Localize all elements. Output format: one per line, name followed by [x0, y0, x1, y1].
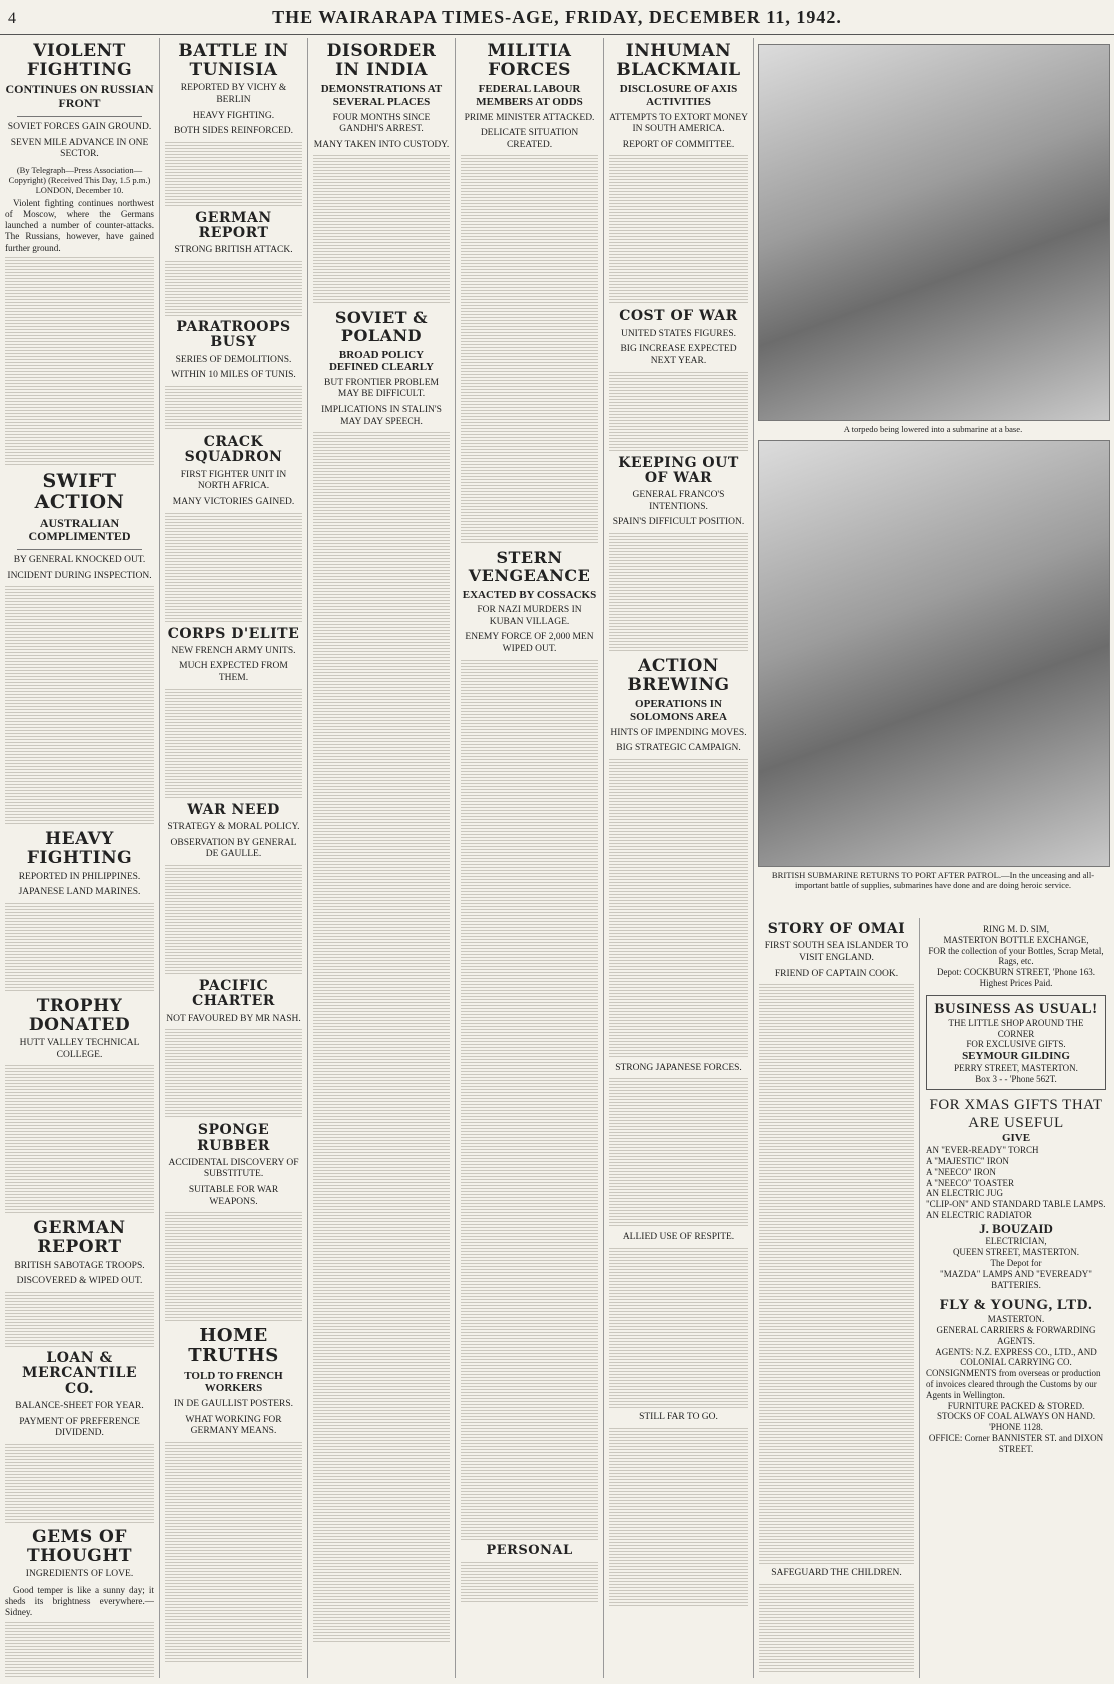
ad-text: 'PHONE 1128. [989, 1422, 1043, 1433]
ad-text: Box 3 - - 'Phone 562T. [975, 1074, 1057, 1085]
subhead: TOLD TO FRENCH WORKERS [184, 1369, 283, 1395]
subhead: PRIME MINISTER ATTACKED. [464, 112, 595, 123]
subhead: IMPLICATIONS IN STALIN'S MAY DAY SPEECH. [321, 405, 442, 427]
subhead: EXACTED BY COSSACKS [462, 588, 597, 601]
ad-text: MASTERTON. [987, 1314, 1045, 1325]
subhead: DEMONSTRATIONS AT SEVERAL PLACES [320, 83, 443, 109]
photo-torpedo [758, 44, 1110, 421]
subhead: REPORT OF COMMITTEE. [622, 139, 735, 150]
subhead: ALLIED USE OF RESPITE. [622, 1232, 735, 1243]
ad-text: PERRY STREET, MASTERTON. [954, 1063, 1078, 1074]
subhead: BOTH SIDES REINFORCED. [173, 126, 294, 137]
subhead: HINTS OF IMPENDING MOVES. [610, 727, 747, 738]
headline: MILITIA FORCES [487, 41, 572, 80]
column-2 [160, 38, 308, 1678]
subhead: BRITISH SABOTAGE TROOPS. [14, 1260, 145, 1271]
subhead: GENERAL FRANCO'S INTENTIONS. [632, 490, 725, 512]
headline: GERMAN REPORT [33, 1218, 126, 1258]
subhead: WHAT WORKING FOR GERMANY MEANS. [185, 1414, 282, 1437]
subhead: MUCH EXPECTED FROM THEM. [179, 661, 288, 684]
ad-item: A "NEECO" IRON [926, 1166, 996, 1177]
headline: CORPS D'ELITE [167, 625, 300, 642]
headline: GERMAN REPORT [195, 209, 272, 242]
subhead: DISCOVERED & WIPED OUT. [16, 1276, 143, 1287]
subhead: STRONG JAPANESE FORCES. [615, 1062, 742, 1073]
subhead: FIRST FIGHTER UNIT IN NORTH AFRICA. [180, 469, 287, 492]
headline: PERSONAL [486, 1542, 573, 1558]
headline: TROPHY DONATED [28, 995, 131, 1035]
subhead: REPORTED BY VICHY & BERLIN [180, 83, 287, 105]
ad-fly-young [926, 1296, 1106, 1454]
ad-bouzaid [926, 1096, 1106, 1290]
ads-column [922, 918, 1110, 1678]
ad-text: OFFICE: Corner BANNISTER ST. and DIXON STREET. [928, 1433, 1104, 1454]
ad-text: Depot: COCKBURN STREET, 'Phone 163. [937, 967, 1095, 978]
ad-text: FOR the collection of your Bottles, Scrap Metal, Rags, etc. [928, 945, 1104, 967]
story-column [754, 918, 920, 1678]
subhead: SAFEGUARD THE CHILDREN. [771, 1568, 902, 1579]
headline: GEMS OF THOUGHT [26, 1526, 133, 1566]
masthead [0, 0, 1114, 35]
subhead: JAPANESE LAND MARINES. [18, 887, 141, 898]
headline: WAR NEED [187, 801, 280, 818]
ad-text: THE LITTLE SHOP AROUND THE CORNER [948, 1017, 1084, 1039]
column-6 [754, 38, 1114, 1678]
divider [17, 549, 142, 550]
ad-text: The Depot for [990, 1257, 1042, 1268]
subhead: FOR NAZI MURDERS IN KUBAN VILLAGE. [477, 605, 582, 627]
column-4 [456, 38, 604, 1678]
headline: BATTLE IN TUNISIA [178, 41, 289, 80]
ad-text: GENERAL CARRIERS & FORWARDING AGENTS. [936, 1325, 1096, 1346]
subhead: OBSERVATION BY GENERAL DE GAULLE. [170, 837, 297, 860]
headline: PACIFIC CHARTER [192, 977, 275, 1010]
ad-text: CONSIGNMENTS from overseas or production of invoices cleared through the Customs by our Agents in Wellington. [926, 1368, 1101, 1400]
ad-item: AN ELECTRIC RADIATOR [926, 1209, 1032, 1220]
subhead: BIG INCREASE EXPECTED NEXT YEAR. [620, 344, 737, 366]
ad-item: AN ELECTRIC JUG [926, 1188, 1003, 1199]
ad-text: SEYMOUR GILDING [962, 1050, 1070, 1063]
ad-item: A "MAJESTIC" IRON [926, 1155, 1009, 1166]
subhead: SUITABLE FOR WAR WEAPONS. [188, 1185, 279, 1207]
subhead: MANY VICTORIES GAINED. [172, 496, 295, 507]
ad-text: AGENTS: N.Z. EXPRESS CO., LTD., AND COLONIAL CARRYING CO. [935, 1346, 1097, 1368]
subhead: SPAIN'S DIFFICULT POSITION. [612, 517, 745, 528]
subhead: ACCIDENTAL DISCOVERY OF SUBSTITUTE. [168, 1157, 299, 1180]
columns [0, 38, 1114, 1678]
subhead: PAYMENT OF PREFERENCE DIVIDEND. [19, 1416, 140, 1439]
subhead: FRIEND OF CAPTAIN COOK. [774, 968, 899, 979]
ad-text: "MAZDA" LAMPS AND "EVEREADY" BATTERIES. [940, 1268, 1092, 1290]
subhead: WITHIN 10 MILES OF TUNIS. [171, 370, 296, 381]
subhead: BROAD POLICY DEFINED CLEARLY [328, 348, 435, 374]
headline: LOAN & MERCANTILE CO. [21, 1350, 138, 1397]
ad-text: FOR EXCLUSIVE GIFTS. [966, 1039, 1066, 1050]
subhead: IN DE GAULLIST POSTERS. [173, 1399, 294, 1410]
ad-title: BUSINESS AS USUAL! [934, 1000, 1098, 1017]
column-5 [604, 38, 754, 1678]
headline: STERN VENGEANCE [468, 548, 591, 585]
subhead: NOT FAVOURED BY MR NASH. [166, 1013, 301, 1024]
headline: SWIFT ACTION [34, 469, 125, 513]
subhead: BIG STRATEGIC CAMPAIGN. [616, 743, 741, 754]
headline: DISORDER IN INDIA [326, 41, 437, 80]
headline: STORY OF OMAI [767, 921, 906, 937]
article-body: Good temper is like a sunny day; it sheds its brightness everywhere.—Sidney. [5, 1584, 154, 1618]
headline: VIOLENT FIGHTING [26, 41, 133, 80]
subhead: STILL FAR TO GO. [639, 1412, 718, 1422]
subhead: ENEMY FORCE OF 2,000 MEN WIPED OUT. [465, 632, 594, 654]
ad-text: GIVE [1001, 1131, 1031, 1144]
dateline: (By Telegraph—Press Association—Copyright) (Received This Day, 1.5 p.m.) LONDON, December 10. [8, 164, 151, 196]
ad-text: RING M. D. SIM, [982, 924, 1049, 934]
ad-text: MASTERTON BOTTLE EXCHANGE, [943, 934, 1089, 945]
ad-text: FURNITURE PACKED & STORED. [947, 1400, 1085, 1411]
ad-text: STOCKS OF COAL ALWAYS ON HAND. [936, 1411, 1096, 1422]
ad-text: QUEEN STREET, MASTERTON. [952, 1247, 1080, 1258]
headline: SPONGE RUBBER [197, 1122, 270, 1154]
ad-text: ELECTRICIAN, [985, 1236, 1047, 1247]
newspaper-title: THE WAIRARAPA TIMES-AGE, FRIDAY, DECEMBER 11, 1942. [272, 7, 842, 27]
headline: HOME TRUTHS [188, 1325, 279, 1366]
photo-submarine [758, 440, 1110, 867]
headline: HEAVY FIGHTING [26, 829, 133, 869]
subhead: AUSTRALIAN COMPLIMENTED [28, 515, 131, 544]
subhead: NEW FRENCH ARMY UNITS. [171, 645, 296, 656]
subhead: REPORTED IN PHILIPPINES. [18, 871, 141, 882]
divider [17, 116, 142, 117]
ad-title: FOR XMAS GIFTS THAT ARE USEFUL [929, 1096, 1103, 1131]
subhead: BY GENERAL KNOCKED OUT. [13, 555, 146, 566]
ad-item: AN "EVER-READY" TORCH [926, 1145, 1039, 1156]
subhead: DISCLOSURE OF AXIS ACTIVITIES [619, 83, 738, 109]
headline: SOVIET & POLAND [334, 308, 429, 345]
photo-caption: BRITISH SUBMARINE RETURNS TO PORT AFTER PATROL.—In the unceasing and all-important battle of supplies, submarines have done and are doing heroic service. [771, 870, 1095, 891]
ad-title: FLY & YOUNG, LTD. [939, 1297, 1093, 1314]
ad-bottle-exchange [926, 924, 1106, 989]
subhead: FIRST SOUTH SEA ISLANDER TO VISIT ENGLAND. [764, 941, 909, 963]
headline: ACTION BREWING [627, 656, 730, 695]
subhead: HEAVY FIGHTING. [192, 110, 275, 121]
article-body: Violent fighting continues northwest of Moscow, where the Germans launched a number of counter-attacks. The Russians, however, have gained further ground. [5, 197, 154, 253]
subhead: HUTT VALLEY TECHNICAL COLLEGE. [19, 1038, 140, 1060]
headline: PARATROOPS BUSY [176, 319, 291, 351]
headline: INHUMAN BLACKMAIL [616, 41, 741, 80]
subhead: SERIES OF DEMOLITIONS. [175, 354, 292, 365]
subhead: STRATEGY & MORAL POLICY. [167, 822, 300, 833]
subhead: SEVEN MILE ADVANCE IN ONE SECTOR. [10, 137, 149, 160]
subhead: UNITED STATES FIGURES. [620, 328, 737, 339]
subhead: STRONG BRITISH ATTACK. [174, 245, 293, 256]
subhead: FEDERAL LABOUR MEMBERS AT ODDS [476, 83, 583, 109]
photo-caption: A torpedo being lowered into a submarine at a base. [843, 424, 1023, 434]
subhead: INGREDIENTS OF LOVE. [25, 1569, 134, 1580]
page-number: 4 [8, 10, 16, 27]
subhead: INCIDENT DURING INSPECTION. [7, 570, 152, 581]
ad-text: Highest Prices Paid. [979, 977, 1053, 988]
ad-item: "CLIP-ON" AND STANDARD TABLE LAMPS. [926, 1199, 1106, 1210]
subhead: DELICATE SITUATION CREATED. [480, 128, 579, 150]
ad-items [926, 1145, 1106, 1221]
column-1 [0, 38, 160, 1678]
headline: CRACK SQUADRON [184, 433, 283, 466]
subhead: FOUR MONTHS SINCE GANDHI'S ARREST. [332, 112, 431, 135]
ad-seymour-gilding [926, 995, 1106, 1090]
subhead: MANY TAKEN INTO CUSTODY. [313, 139, 450, 150]
subhead: BUT FRONTIER PROBLEM MAY BE DIFFICULT. [324, 377, 439, 400]
subhead: OPERATIONS IN SOLOMONS AREA [630, 698, 727, 724]
subhead: BALANCE-SHEET FOR YEAR. [15, 1401, 144, 1412]
ad-text: J. BOUZAID [979, 1220, 1053, 1236]
headline: KEEPING OUT OF WAR [618, 454, 739, 486]
ad-item: A "NEECO" TOASTER [926, 1177, 1015, 1188]
column-3 [308, 38, 456, 1678]
headline: COST OF WAR [619, 308, 738, 325]
subhead: ATTEMPTS TO EXTORT MONEY IN SOUTH AMERICA. [609, 112, 748, 135]
subhead: CONTINUES ON RUSSIAN FRONT [5, 82, 154, 111]
subhead: SOVIET FORCES GAIN GROUND. [7, 121, 152, 132]
